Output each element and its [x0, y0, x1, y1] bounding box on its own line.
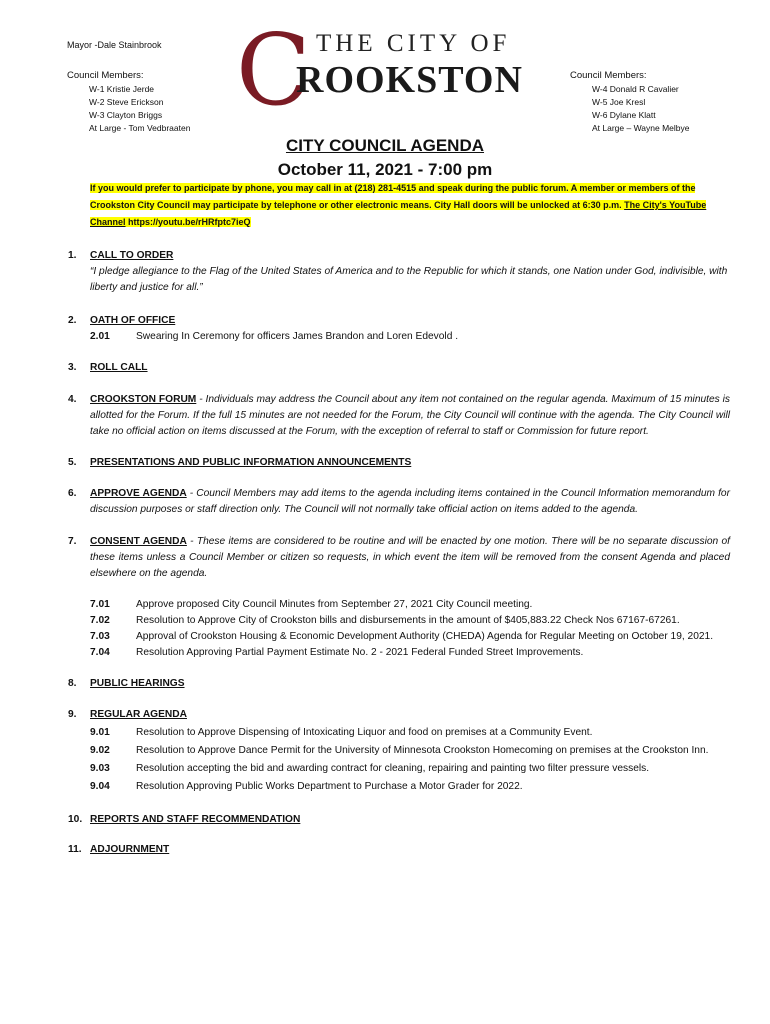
section-heading: ADJOURNMENT [90, 844, 170, 855]
item-text: Approval of Crookston Housing & Economic Development Authority (CHEDA) Agenda for Regular Meeting on October 19, 2021. [136, 631, 714, 642]
participation-notice [90, 180, 730, 231]
pledge-text: “I pledge allegiance to the Flag of the United States of America and to the Republic for which it stands, one Nation under God, indivisible, with liberty and justice for all.” [90, 266, 728, 293]
item-text: Resolution accepting the bid and awarding contract for cleaning, repairing and painting two filter pressure vessels. [136, 763, 650, 774]
item-number: 7.01 [90, 599, 110, 610]
council-member: At Large - Tom Vedbraaten [89, 123, 191, 133]
agenda-section-call-to-order [68, 248, 730, 296]
item-number: 9.03 [90, 763, 110, 774]
council-members-right [570, 69, 689, 135]
section-number: 5. [68, 457, 77, 468]
section-number: 4. [68, 394, 77, 405]
item-number: 9.02 [90, 745, 110, 756]
item-number: 2.01 [90, 331, 110, 342]
agenda-section-roll-call [68, 360, 730, 376]
section-number: 8. [68, 678, 77, 689]
section-description: - Council Members may add items to the agenda including items contained in the Council Information memorandum for discussion purposes or staff direction only. The Council will not normally take official action on items added to the agenda. [90, 488, 730, 515]
agenda-item [90, 629, 730, 645]
agenda-section-crookston-forum [68, 392, 730, 440]
section-heading: PRESENTATIONS AND PUBLIC INFORMATION ANNOUNCEMENTS [90, 457, 412, 468]
section-heading: CROOKSTON FORUM [90, 394, 197, 405]
item-number: 7.03 [90, 631, 110, 642]
section-heading: CONSENT AGENDA [90, 536, 187, 547]
youtube-channel-link[interactable]: The City's YouTube Channel [90, 200, 707, 227]
agenda-item [90, 613, 730, 629]
agenda-item [90, 724, 730, 742]
item-text: Resolution Approving Partial Payment Estimate No. 2 - 2021 Federal Funded Street Improvements. [136, 647, 584, 658]
mayor-name: Mayor -Dale Stainbrook [67, 40, 162, 50]
council-member: W-6 Dylane Klatt [592, 110, 656, 120]
agenda-item [90, 597, 730, 613]
agenda-item [90, 760, 730, 778]
page-title: CITY COUNCIL AGENDA [285, 136, 485, 155]
section-number: 3. [68, 362, 77, 373]
item-text: Resolution to Approve City of Crookston bills and disbursements in the amount of $405,883.22 Check Nos 67167-67261. [136, 615, 680, 626]
council-members-left [67, 69, 190, 135]
agenda-section-presentations [68, 455, 730, 471]
agenda-list [68, 248, 730, 858]
agenda-item [90, 778, 730, 796]
youtube-url[interactable]: https://youtu.be/rHRfptc7ieQ [125, 217, 251, 227]
council-member: W-2 Steve Erickson [89, 97, 164, 107]
item-text: Resolution to Approve Dispensing of Intoxicating Liquor and food on premises at a Community Event. [136, 727, 593, 738]
council-members-heading: Council Members: [67, 70, 144, 81]
council-members-heading: Council Members: [570, 70, 647, 81]
section-number: 10. [68, 814, 83, 825]
meeting-date: October 11, 2021 - 7:00 pm [277, 160, 493, 179]
section-number: 9. [68, 709, 77, 720]
section-heading: OATH OF OFFICE [90, 315, 176, 326]
item-text: Resolution Approving Public Works Department to Purchase a Motor Grader for 2022. [136, 781, 523, 792]
logo-bottom-text: ROOKSTON [296, 59, 523, 101]
logo-top-text: THE CITY OF [316, 30, 511, 57]
logo-c-letter: C [236, 14, 311, 128]
item-number: 9.04 [90, 781, 110, 792]
section-number: 11. [68, 844, 82, 855]
city-logo [236, 14, 523, 128]
council-member: W-4 Donald R Cavalier [592, 84, 679, 94]
item-number: 9.01 [90, 727, 110, 738]
section-heading: PUBLIC HEARINGS [90, 678, 185, 689]
section-number: 1. [68, 250, 77, 261]
council-member: W-5 Joe Kresl [592, 97, 646, 107]
agenda-section-public-hearings [68, 676, 730, 692]
agenda-item [90, 645, 730, 661]
agenda-section-adjournment [68, 842, 730, 858]
section-description: - Individuals may address the Council about any item not contained on the regular agenda. Maximum of 15 minutes is allotted for the Forum. If the full 15 minutes are not needed for the Forum, the City Council will continue with the agenda. The City Council will take no official action on items discussed at the Forum, with the exception of referral to staff or Commission for future report. [90, 394, 731, 437]
agenda-item [90, 742, 730, 760]
agenda-section-approve-agenda [68, 486, 730, 518]
agenda-section-regular-agenda [68, 706, 730, 796]
section-number: 6. [68, 488, 77, 499]
item-text: Resolution to Approve Dance Permit for the University of Minnesota Crookston Homecoming on premises at the Crookston Inn. [136, 745, 709, 756]
section-heading: CALL TO ORDER [90, 250, 174, 261]
notice-text: If you would prefer to participate by phone, you may call in at (218) 281-4515 and speak during the public forum. A member or members of the Crookston City Council may participate by telephone or other electronic means. City Hall doors will be unlocked at 6:30 p.m. [90, 183, 696, 210]
item-number: 7.04 [90, 647, 110, 658]
item-text: Approve proposed City Council Minutes from September 27, 2021 City Council meeting. [136, 599, 533, 610]
agenda-item [90, 329, 730, 345]
section-heading: REGULAR AGENDA [90, 709, 187, 720]
section-heading: REPORTS AND STAFF RECOMMENDATION [90, 814, 301, 825]
section-heading: APPROVE AGENDA [90, 488, 187, 499]
section-number: 2. [68, 315, 77, 326]
agenda-section-oath-of-office [68, 313, 730, 345]
item-number: 7.02 [90, 615, 110, 626]
section-description: - These items are considered to be routine and will be enacted by one motion. There will be no separate discussion of these items unless a Council Member or citizen so requests, in which event the item will be removed from the consent Agenda and placed elsewhere on the agenda. [90, 536, 730, 579]
agenda-section-reports [68, 812, 730, 828]
agenda-section-consent-agenda [68, 534, 730, 661]
item-text: Swearing In Ceremony for officers James Brandon and Loren Edevold . [136, 331, 459, 342]
section-number: 7. [68, 536, 77, 547]
council-member: W-3 Clayton Briggs [89, 110, 163, 120]
council-member: W-1 Kristie Jerde [89, 84, 155, 94]
section-heading: ROLL CALL [90, 362, 148, 373]
council-member: At Large – Wayne Melbye [592, 123, 690, 133]
